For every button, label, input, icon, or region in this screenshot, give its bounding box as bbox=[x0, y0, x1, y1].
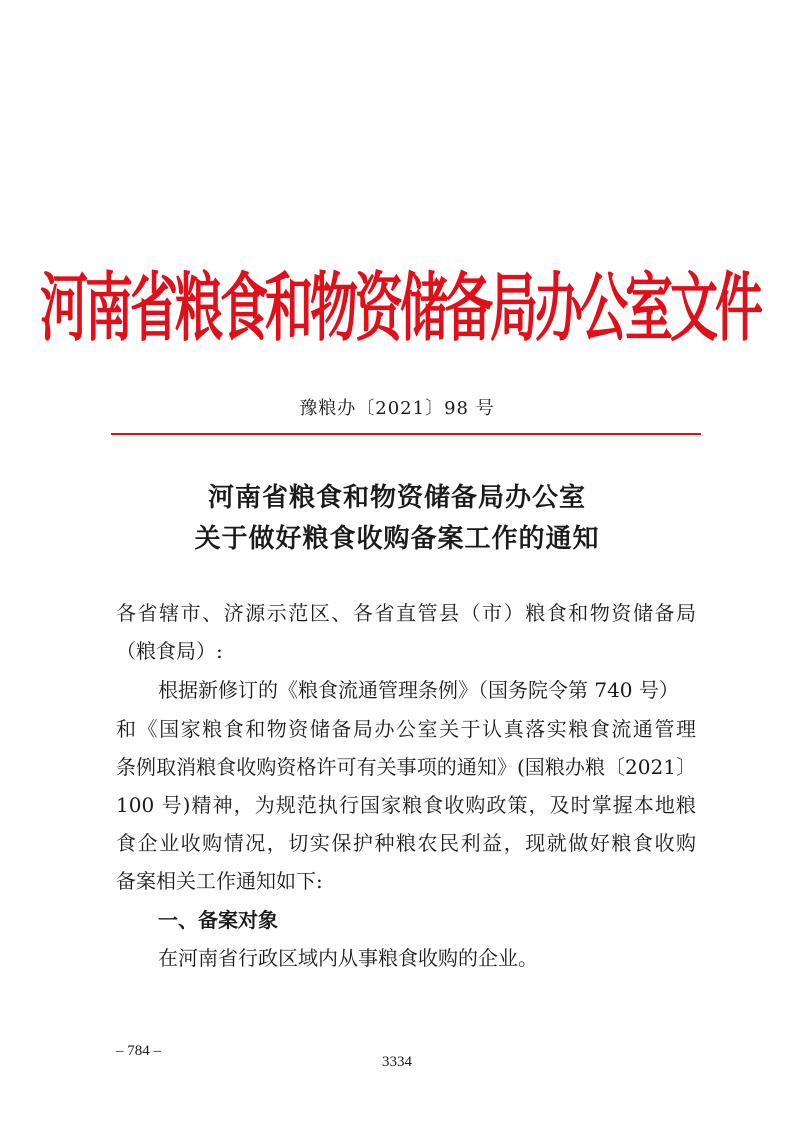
page-number-left: – 784 – bbox=[116, 1043, 161, 1059]
document-number: 豫粮办〔2021〕98 号 bbox=[299, 398, 495, 419]
notice-title-line1: 河南省粮食和物资储备局办公室 bbox=[207, 483, 586, 513]
paragraph-line: 100 号)精神，为规范执行国家粮食收购政策，及时掌握本地粮 bbox=[116, 793, 696, 817]
paragraph-line: 备案相关工作通知如下: bbox=[116, 869, 323, 893]
paragraph-line: 食企业收购情况，切实保护种粮农民利益，现就做好粮食收购 bbox=[116, 831, 696, 855]
addressee-line1: 各省辖市、济源示范区、各省直管县（市）粮食和物资储备局 bbox=[116, 601, 696, 625]
paragraph-line: 条例取消粮食收购资格许可有关事项的通知》(国粮办粮〔2021〕 bbox=[116, 755, 696, 779]
addressee-line2: （粮食局）: bbox=[116, 639, 223, 663]
notice-title-line2: 关于做好粮食收购备案工作的通知 bbox=[194, 524, 600, 554]
section-heading: 一、备案对象 bbox=[158, 908, 278, 932]
page-number-center: 3334 bbox=[382, 1054, 412, 1070]
document-masthead: 河南省粮食和物资储备局办公室文件 bbox=[40, 264, 761, 352]
red-divider bbox=[111, 433, 701, 435]
paragraph-line: 和《国家粮食和物资储备局办公室关于认真落实粮食流通管理 bbox=[116, 717, 696, 741]
section-text: 在河南省行政区域内从事粮食收购的企业。 bbox=[158, 946, 538, 970]
paragraph-line: 根据新修订的《粮食流通管理条例》（国务院令第 740 号） bbox=[158, 678, 679, 702]
